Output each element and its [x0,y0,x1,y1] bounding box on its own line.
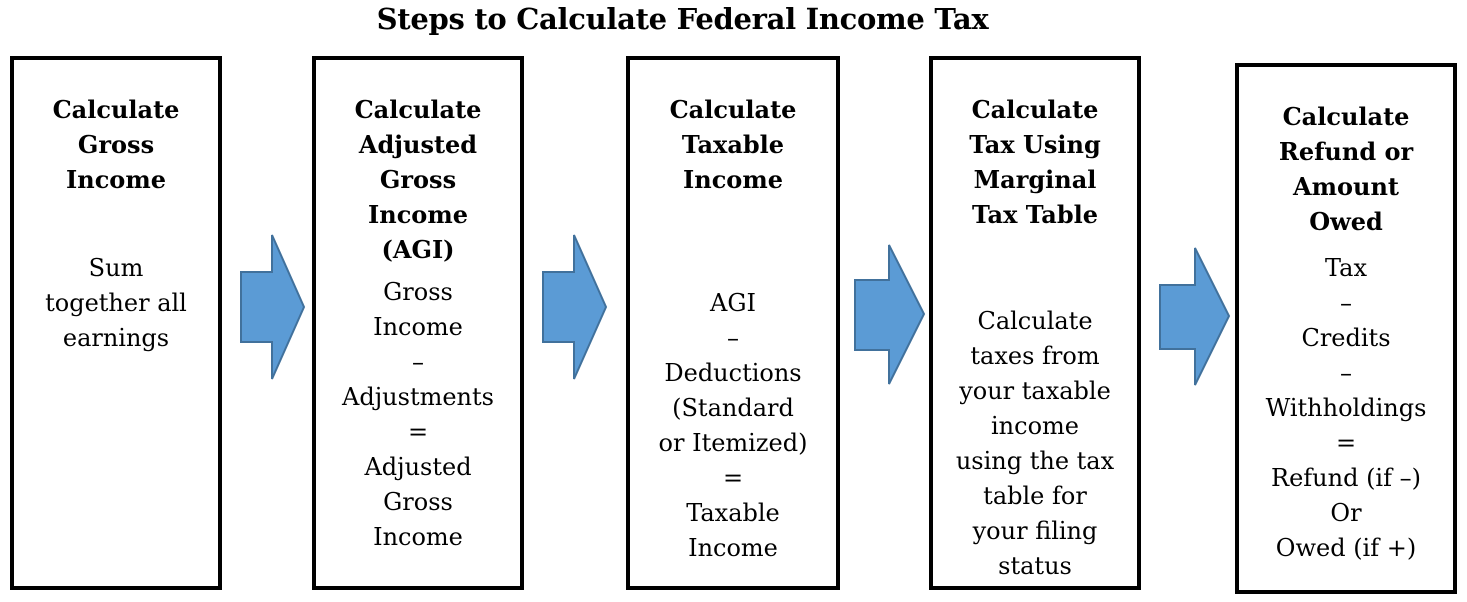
step-box-taxable-income [626,56,840,590]
body-line: Sum [88,254,144,282]
step-heading [1239,99,1453,239]
body-line: = [407,418,429,446]
heading-line: Taxable [681,130,785,159]
body-line: – [412,348,424,376]
right-arrow-icon [238,232,308,382]
step-box-agi [312,56,524,590]
body-line: or Itemized) [658,429,808,457]
body-line: – [727,324,739,352]
step-heading [630,92,836,197]
body-line: (Standard [672,394,794,422]
heading-line: Tax Table [971,200,1099,229]
body-line: using the tax [955,447,1115,475]
right-arrow-icon [540,232,610,382]
body-line: Income [373,313,463,341]
heading-line: Adjusted [358,130,478,159]
body-line: AGI [710,289,756,317]
body-line: Owed (if +) [1275,534,1417,562]
body-line: – [1340,289,1352,317]
step-body [14,251,218,356]
heading-line: Calculate [1282,102,1410,131]
body-line: Income [373,523,463,551]
body-line: your taxable [959,377,1111,405]
step-body [1239,251,1453,566]
body-line: Adjustments [342,383,494,411]
heading-line: Calculate [669,95,797,124]
body-line: status [998,552,1072,580]
body-line: together all [45,289,187,317]
body-line: Refund (if –) [1271,464,1421,492]
heading-line: Owed [1309,207,1383,236]
body-line: your filing [972,517,1098,545]
body-line: Deductions [664,359,802,387]
body-line: Credits [1301,324,1391,352]
body-line: Income [688,534,778,562]
step-box-refund-owed [1235,63,1457,594]
body-line: Gross [383,278,453,306]
heading-line: Tax Using [969,130,1101,159]
heading-line: Calculate [52,95,180,124]
step-box-gross-income [10,56,222,590]
body-line: Gross [383,488,453,516]
heading-line: Income [683,165,783,194]
step-heading [933,92,1137,232]
body-line: = [722,464,744,492]
body-line: taxes from [970,342,1100,370]
right-arrow-icon [852,242,928,392]
body-line: Adjusted [364,453,472,481]
body-line: Calculate [977,307,1093,335]
step-body [933,304,1137,584]
body-line: income [991,412,1079,440]
heading-line: (AGI) [381,235,455,264]
right-arrow-icon [1157,245,1233,395]
heading-line: Refund or [1278,137,1414,166]
heading-line: Income [66,165,166,194]
body-line: Withholdings [1265,394,1427,422]
heading-line: Income [368,200,468,229]
step-body [630,286,836,566]
body-line: = [1335,429,1357,457]
step-heading [316,92,520,267]
heading-line: Calculate [971,95,1099,124]
body-line: table for [983,482,1087,510]
body-line: – [1340,359,1352,387]
body-line: earnings [62,324,170,352]
diagram-title: Steps to Calculate Federal Income Tax [376,2,989,36]
heading-line: Amount [1292,172,1399,201]
body-line: Or [1330,499,1362,527]
body-line: Taxable [686,499,780,527]
step-box-marginal-tax [929,56,1141,590]
heading-line: Gross [77,130,155,159]
step-heading [14,92,218,197]
heading-line: Calculate [354,95,482,124]
step-body [316,275,520,555]
heading-line: Gross [379,165,457,194]
body-line: Tax [1325,254,1367,282]
heading-line: Marginal [973,165,1097,194]
